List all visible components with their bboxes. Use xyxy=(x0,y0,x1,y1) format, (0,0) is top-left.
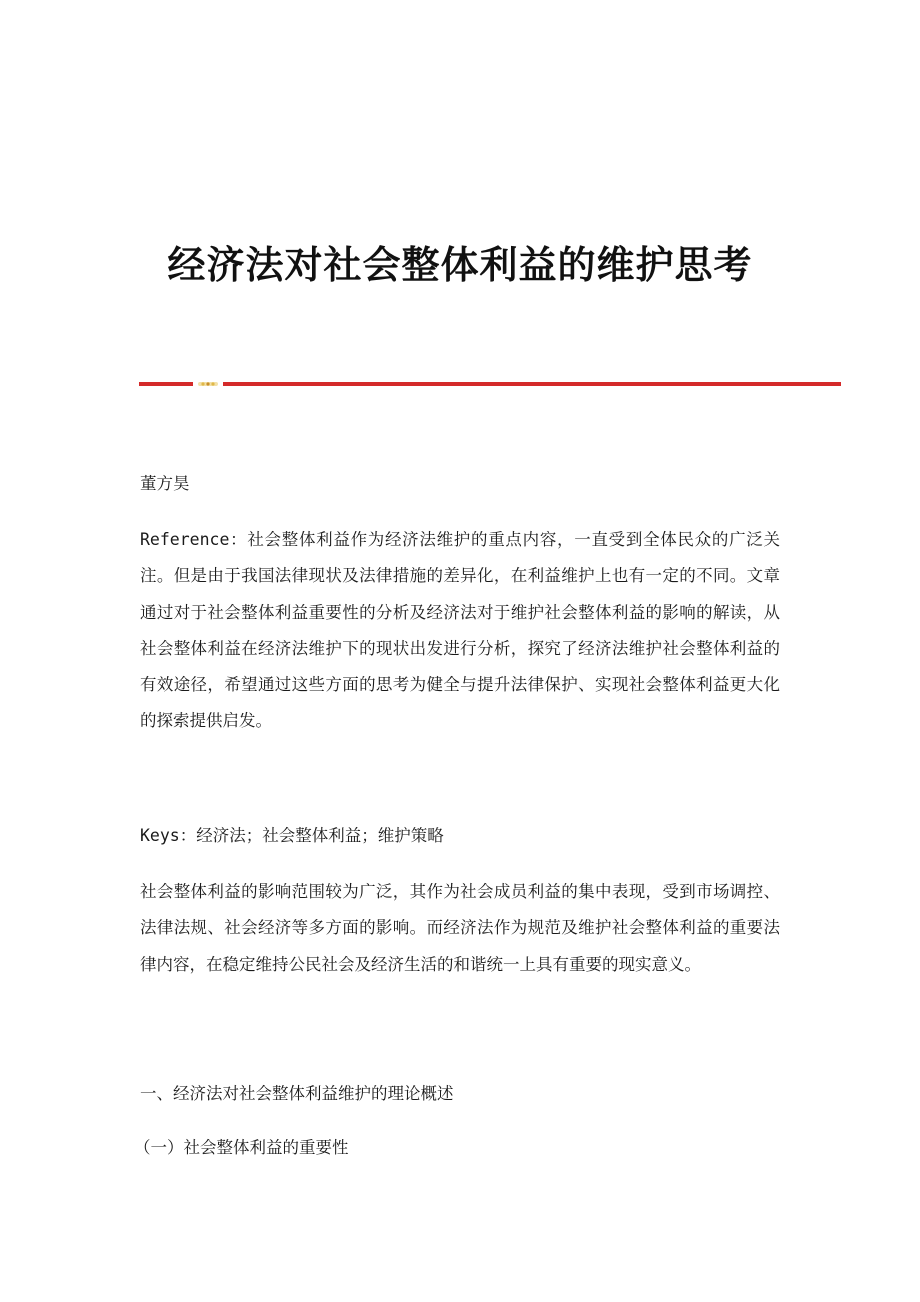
title-divider xyxy=(139,380,841,388)
author-name: 董方昊 xyxy=(140,474,190,493)
abstract-text: 社会整体利益作为经济法维护的重点内容，一直受到全体民众的广泛关注。但是由于我国法律现状及法律措施的差异化，在利益维护上也有一定的不同。文章通过对于社会整体利益重要性的分析及经济法对于维护社会整体利益的影响的解读，从社会整体利益在经济法维护下的现状出发进行分析，探究了经济法维护社会整体利益的有效途径，希望通过这些方面的思考为健全与提升法律保护、实现社会整体利益更大化的探索提供启发。 xyxy=(140,530,781,731)
intro-paragraph: 社会整体利益的影响范围较为广泛，其作为社会成员利益的集中表现，受到市场调控、法律法规、社会经济等多方面的影响。而经济法作为规范及维护社会整体利益的重要法律内容，在稳定维持公民社会及经济生活的和谐统一上具有重要的现实意义。 xyxy=(140,882,780,974)
keys-text: 经济法；社会整体利益；维护策略 xyxy=(196,826,444,845)
keywords-line xyxy=(140,818,780,854)
section-heading: 一、经济法对社会整体利益维护的理论概述 xyxy=(140,1084,454,1103)
divider-bar-right xyxy=(223,382,841,386)
document-title: 经济法对社会整体利益的维护思考 xyxy=(167,242,753,288)
divider-ornament-icon xyxy=(197,380,219,388)
abstract-paragraph xyxy=(140,522,780,740)
abstract-label: Reference： xyxy=(140,530,248,549)
divider-bar-left xyxy=(139,382,193,386)
keys-label: Keys： xyxy=(140,826,197,845)
subsection-heading: （一）社会整体利益的重要性 xyxy=(134,1138,349,1157)
